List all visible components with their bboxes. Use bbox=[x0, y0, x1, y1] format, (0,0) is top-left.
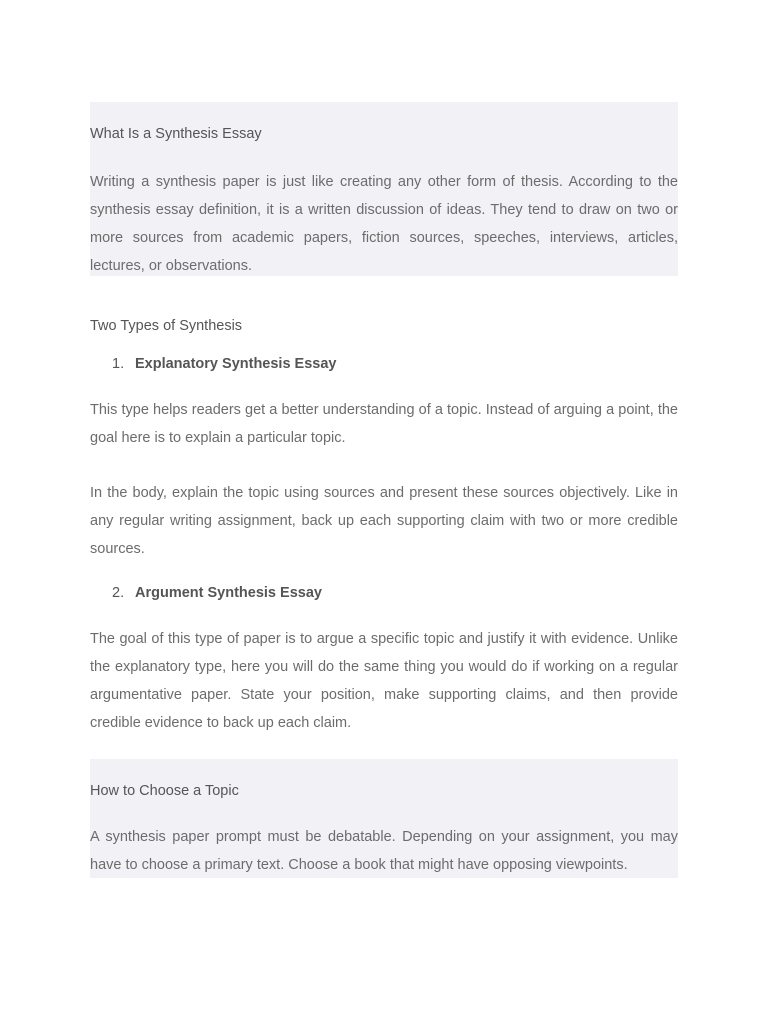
list-item-explanatory bbox=[112, 354, 337, 374]
section-choose-topic bbox=[90, 759, 678, 878]
paragraph-explanatory-1: This type helps readers get a better understanding of a topic. Instead of arguing a point, the goal here is to explain a particular topic. bbox=[90, 402, 678, 446]
list-title-explanatory: Explanatory Synthesis Essay bbox=[135, 356, 337, 372]
paragraph-argument: The goal of this type of paper is to argue a specific topic and justify it with evidence. Unlike the explanatory type, here you will do the same thing you would do if working on a regular argumentative paper. State your position, make supporting claims, and then provide credible evidence to back up each claim. bbox=[90, 631, 678, 731]
section-heading-choose-topic: How to Choose a Topic bbox=[90, 783, 239, 799]
section-heading-two-types: Two Types of Synthesis bbox=[90, 318, 243, 334]
list-title-argument: Argument Synthesis Essay bbox=[135, 585, 322, 601]
list-number: 1. bbox=[112, 356, 125, 372]
section-what-is bbox=[90, 102, 678, 276]
document-page bbox=[90, 102, 678, 873]
paragraph-what-is: Writing a synthesis paper is just like creating any other form of thesis. According to the synthesis essay definition, it is a written discussion of ideas. They tend to draw on two or more sources from academic papers, fiction sources, speeches, interviews, articles, lectures, or observations. bbox=[90, 174, 678, 274]
paragraph-choose-topic: A synthesis paper prompt must be debatable. Depending on your assignment, you may have to choose a primary text. Choose a book that might have opposing viewpoints. bbox=[90, 829, 678, 873]
list-item-argument bbox=[112, 583, 322, 603]
list-number: 2. bbox=[112, 585, 125, 601]
paragraph-explanatory-2: In the body, explain the topic using sources and present these sources objectively. Like in any regular writing assignment, back up each supporting claim with two or more credible sources. bbox=[90, 485, 678, 557]
section-heading-what-is: What Is a Synthesis Essay bbox=[90, 126, 262, 142]
